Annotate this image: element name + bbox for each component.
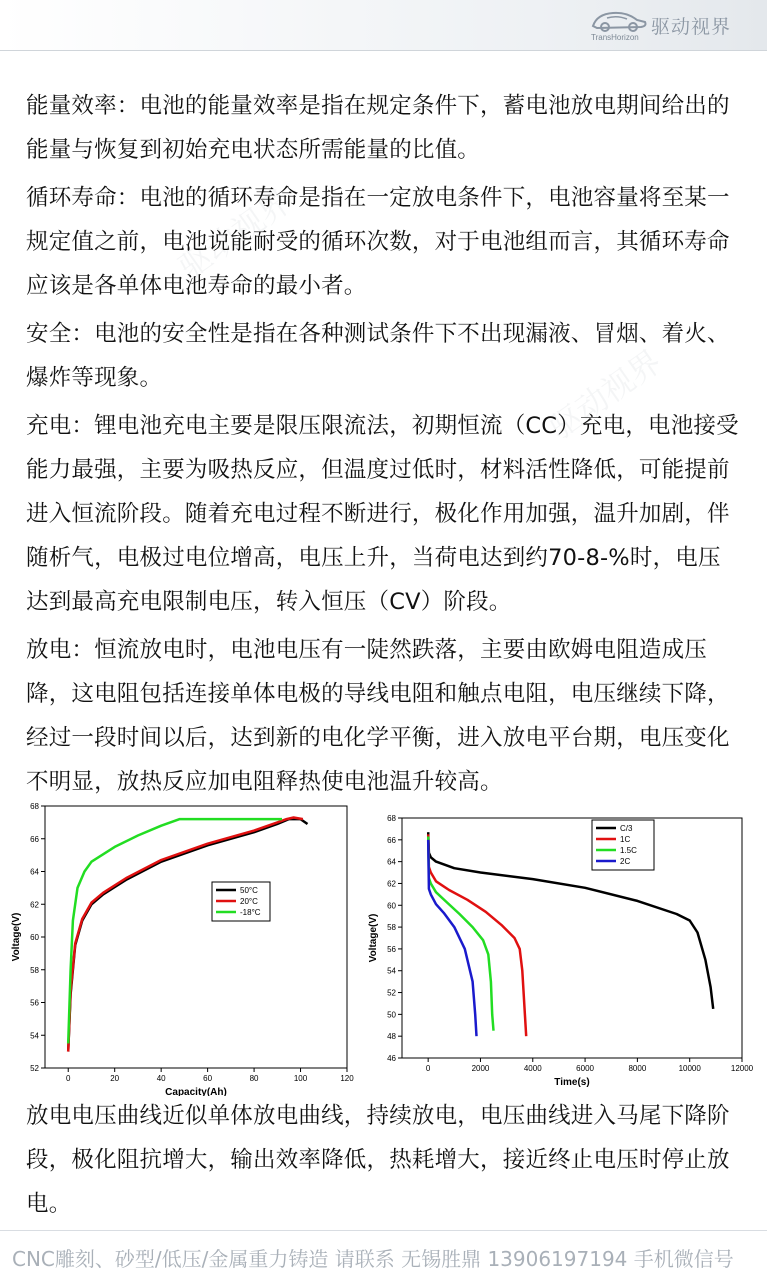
series-line xyxy=(428,837,493,1031)
x-tick-label: 0 xyxy=(66,1074,71,1083)
series-line xyxy=(68,819,282,1043)
y-tick-label: 58 xyxy=(387,923,396,933)
charging-curve-chart xyxy=(0,796,360,1096)
footer xyxy=(0,1230,767,1281)
paragraph-energy-efficiency: 能量效率：电池的能量效率是指在规定条件下，蓄电池放电期间给出的能量与恢复到初始充电状态所需能量的比值。 xyxy=(26,93,730,163)
x-tick-label: 60 xyxy=(203,1074,213,1083)
discharge-curve-chart xyxy=(358,796,758,1096)
paragraph-safety: 安全：电池的安全性是指在各种测试条件下不出现漏液、冒烟、着火、爆炸等现象。 xyxy=(26,321,730,391)
bottom-text xyxy=(26,1094,742,1230)
legend-label: 2C xyxy=(620,857,631,866)
paragraph-discharge-curve: 放电电压曲线近似单体放电曲线，持续放电，电压曲线进入马尾下降阶段，极化阻抗增大，输出效率降低，热耗增大，接近终止电压时停止放电。 xyxy=(26,1103,730,1217)
x-tick-label: 10000 xyxy=(678,1064,701,1073)
x-tick-label: 100 xyxy=(293,1074,308,1083)
logo-title: 驱动视界 xyxy=(651,16,732,38)
y-tick-label: 52 xyxy=(387,988,396,998)
y-tick-label: 58 xyxy=(30,965,39,975)
paragraph-cycle-life: 循环寿命：电池的循环寿命是指在一定放电条件下，电池容量将至某一规定值之前，电池说能耐受的循环次数，对于电池组而言，其循环寿命应该是各单体电池寿命的最小者。 xyxy=(26,185,730,299)
x-axis-label: Time(s) xyxy=(554,1077,590,1088)
y-tick-label: 68 xyxy=(387,814,396,823)
series-line xyxy=(428,840,476,1036)
y-tick-label: 46 xyxy=(387,1054,396,1063)
x-tick-label: 0 xyxy=(425,1064,431,1073)
x-tick-label: 40 xyxy=(156,1074,166,1083)
y-tick-label: 48 xyxy=(387,1032,396,1042)
y-tick-label: 66 xyxy=(30,834,39,844)
y-tick-label: 56 xyxy=(30,998,39,1008)
legend-label: C/3 xyxy=(620,824,633,833)
car-logo-icon xyxy=(589,8,649,34)
watermark: 驱动视界 xyxy=(541,342,669,447)
y-axis-label: Voltage(V) xyxy=(368,913,379,963)
y-tick-label: 54 xyxy=(30,1031,39,1041)
x-tick-label: 120 xyxy=(340,1074,354,1083)
article-body xyxy=(26,84,742,808)
y-tick-label: 60 xyxy=(30,933,39,942)
y-tick-label: 50 xyxy=(387,1010,396,1020)
plot-frame xyxy=(45,806,347,1068)
y-tick-label: 60 xyxy=(387,901,396,911)
x-tick-label: 8000 xyxy=(628,1064,647,1073)
paragraph-discharging: 放电：恒流放电时，电池电压有一陡然跌落，主要由欧姆电阻造成压降，这电阻包括连接单体电极的导线电阻和触点电阻，电压继续下降，经过一段时间以后，达到新的电化学平衡，进入放电平台期，电压变化不明显，放热反应加电阻释热使电池温升较高。 xyxy=(26,637,730,795)
legend-label: 1.5C xyxy=(620,846,637,855)
y-tick-label: 64 xyxy=(387,857,396,867)
brand-logo xyxy=(589,6,739,46)
y-tick-label: 62 xyxy=(387,879,396,889)
series-line xyxy=(68,818,303,1052)
y-tick-label: 56 xyxy=(387,944,396,954)
plot-frame xyxy=(402,818,742,1058)
x-tick-label: 6000 xyxy=(576,1064,594,1073)
y-tick-label: 54 xyxy=(387,966,396,976)
y-tick-label: 68 xyxy=(30,802,39,811)
legend-label: 50°C xyxy=(240,886,258,895)
logo-subtitle: TransHorizon xyxy=(591,33,639,42)
y-tick-label: 64 xyxy=(30,867,39,877)
x-axis-label: Capacity(Ah) xyxy=(165,1087,227,1096)
y-axis-label: Voltage(V) xyxy=(11,912,22,962)
x-tick-label: 12000 xyxy=(730,1064,754,1073)
series-line xyxy=(428,832,713,1009)
x-tick-label: 4000 xyxy=(523,1064,542,1073)
x-tick-label: 80 xyxy=(249,1074,259,1083)
top-bar xyxy=(0,0,767,51)
x-tick-label: 2000 xyxy=(471,1064,490,1073)
legend-label: 20°C xyxy=(240,897,258,906)
footer-contact-text: CNC雕刻、砂型/低压/金属重力铸造 请联系 无锡胜鼎 13906197194 手机微信号 xyxy=(12,1247,734,1271)
y-tick-label: 62 xyxy=(30,900,39,910)
legend-label: 1C xyxy=(620,835,631,844)
paragraph-charging: 充电：锂电池充电主要是限压限流法，初期恒流（CC）充电，电池接受能力最强，主要为吸热反应，但温度过低时，材料活性降低，可能提前进入恒流阶段。随着充电过程不断进行，极化作用加强，温升加剧，伴随析气，电极过电位增高，电压上升，当荷电达到约70-8-%时，电压达到最高充电限制电压，转入恒压（CV）阶段。 xyxy=(26,413,739,615)
charts-area xyxy=(0,796,767,1096)
watermark: 驱动视界 xyxy=(171,182,299,287)
y-tick-label: 52 xyxy=(30,1064,39,1073)
y-tick-label: 66 xyxy=(387,835,396,845)
x-tick-label: 20 xyxy=(110,1074,120,1083)
legend-label: -18°C xyxy=(240,908,261,917)
